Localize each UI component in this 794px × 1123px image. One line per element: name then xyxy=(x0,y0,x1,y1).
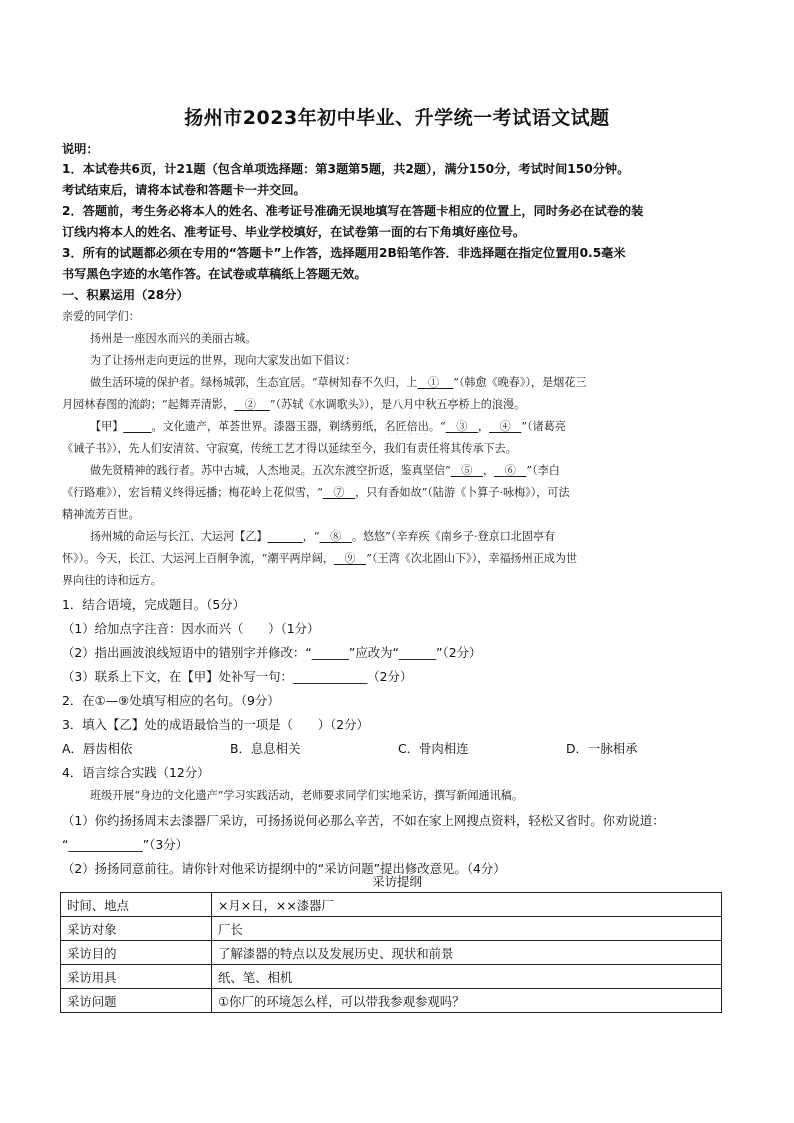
passage-p3-line1: 做生活环境的保护者。绿杨城郭，生态宜居。“草树知春不久归，上 ① ”（韩愈《晚春》），是烟花三 xyxy=(90,376,587,389)
blank-yi[interactable] xyxy=(268,530,303,543)
row-value: 了解漆器的特点以及发展历史、现状和前景 xyxy=(212,941,722,965)
passage-p5-line1: 做先贤精神的践行者。苏中古城，人杰地灵。五次东渡空折返，鉴真坚信“ ⑤ ， ⑥ ”（李白 xyxy=(90,464,560,477)
row-label: 时间、地点 xyxy=(61,893,212,917)
note-1b: 考试结束后，请将本试卷和答题卡一并交回。 xyxy=(62,183,306,197)
passage-greeting: 亲爱的同学们： xyxy=(62,310,140,323)
question-4: 4．语言综合实践（12分） xyxy=(62,765,210,780)
blank-2[interactable]: ② xyxy=(244,398,256,411)
blank-1[interactable]: ① xyxy=(428,376,440,389)
passage-p4-line2: 《诫子书》），先人们安清贫、守寂寞，传统工艺才得以延续至今，我们有责任将其传承下去。 xyxy=(62,442,517,455)
question-4-1a: （1）你约扬扬周末去漆器厂采访，可扬扬说何必那么辛苦，不如在家上网搜点资料，轻松又省时。你劝说道： xyxy=(62,813,665,828)
blank-9[interactable]: ⑨ xyxy=(344,552,356,565)
interview-outline-table xyxy=(60,892,722,1013)
note-2a: 2．答题前，考生务必将本人的姓名、准考证号准确无误地填写在答题卡相应的位置上，同时务必在试卷的装 xyxy=(62,204,644,218)
passage-p6-line2: 怀》）。今天，长江、大运河上百舸争流，“潮平两岸阔， ⑨ ”（王湾《次北固山下》），幸福扬州正成为世 xyxy=(62,552,578,565)
blank-7[interactable]: ⑦ xyxy=(333,486,345,499)
page-title: 扬州市2023年初中毕业、升学统一考试语文试题 xyxy=(184,107,610,129)
table-row xyxy=(61,989,722,1013)
note-3b: 书写黑色字迹的水笔作答。在试卷或草稿纸上答题无效。 xyxy=(62,267,367,281)
note-1a: 1．本试卷共6页，计21题（包含单项选择题：第3题第5题，共2题），满分150分，考试时间150分钟。 xyxy=(62,162,630,176)
note-3a: 3．所有的试题都必须在专用的“答题卡”上作答，选择题用2B铅笔作答．非选择题在指定位置用0.5毫米 xyxy=(62,246,626,260)
row-label: 采访目的 xyxy=(61,941,212,965)
blank-jia[interactable] xyxy=(123,420,151,433)
option-d[interactable]: D．一脉相承 xyxy=(566,741,638,756)
wavy-phrase: 名匠倍出 xyxy=(384,420,429,433)
question-1-3: （3）联系上下文，在【甲】处补写一句：____________（2分） xyxy=(62,669,413,684)
question-2: 2．在①—⑨处填写相应的名句。（9分） xyxy=(62,693,280,708)
passage-p5-line2: 《行路难》），宏旨精义终得远播；梅花岭上花似雪，“ ⑦ ，只有香如故”（陆游《卜算子·咏梅》），可法 xyxy=(62,486,570,499)
note-2b: 订线内将本人的姓名、准考证号、毕业学校填好，在试卷第一面的右下角填好座位号。 xyxy=(62,225,526,239)
outline-caption: 采访提纲 xyxy=(372,874,422,889)
row-label: 采访用具 xyxy=(61,965,212,989)
passage-p3-line2: 月园林春图的流韵；“起舞弄清影， ② ”（苏轼《水调歌头》），是八月中秋五亭桥上的浪漫。 xyxy=(62,398,526,411)
row-value: ×月×日，××漆器厂 xyxy=(212,893,722,917)
blank-5[interactable]: ⑤ xyxy=(461,464,473,477)
row-value: 厂长 xyxy=(212,917,722,941)
section-heading: 一、积累运用（28分） xyxy=(62,288,189,302)
table-row xyxy=(61,965,722,989)
table-row xyxy=(61,917,722,941)
question-3-options xyxy=(62,739,734,757)
passage-p2: 为了让扬州走向更远的世界，现向大家发出如下倡议： xyxy=(90,354,357,367)
row-value: ①你厂的环境怎么样，可以带我参观参观吗？ xyxy=(212,989,722,1013)
table-row xyxy=(61,941,722,965)
passage-p1: 扬州是一座因水而兴的美丽古城。 xyxy=(90,332,257,345)
question-4-intro: 班级开展“身边的文化遗产”学习实践活动，老师要求同学们实地采访，撰写新闻通讯稿。 xyxy=(90,789,523,802)
question-4-1b: “____________”（3分） xyxy=(62,837,189,852)
row-label: 采访对象 xyxy=(61,917,212,941)
question-3: 3．填入【乙】处的成语最恰当的一项是（ ）（2分） xyxy=(62,717,369,732)
passage-p4-line1: 【甲】 。文化遗产，革荟世界。漆器玉器，剃绣剪纸，名匠倍出。“ ③ ， ④ ”（诸葛亮 xyxy=(90,420,566,433)
row-label: 采访问题 xyxy=(61,989,212,1013)
blank-8[interactable]: ⑧ xyxy=(330,530,342,543)
option-b[interactable]: B．息息相关 xyxy=(230,741,301,756)
option-a[interactable]: A．唇齿相依 xyxy=(62,741,133,756)
option-c[interactable]: C．骨肉相连 xyxy=(398,741,469,756)
passage-p6-line1: 扬州城的命运与长江、大运河【乙】 ，“ ⑧ 。悠悠”（辛弃疾《南乡子·登京口北固亭有 xyxy=(90,530,556,543)
notes-heading: 说明： xyxy=(62,142,99,156)
row-value: 纸、笔、相机 xyxy=(212,965,722,989)
question-1-1: （1）给加点字注音：因水而兴（ ）（1分） xyxy=(62,621,320,636)
blank-3[interactable]: ③ xyxy=(456,420,468,433)
passage-p5-line3: 精神流芳百世。 xyxy=(62,508,140,521)
passage-p6-line3: 界向往的诗和远方。 xyxy=(62,574,162,587)
blank-4[interactable]: ④ xyxy=(499,420,511,433)
table-row xyxy=(61,893,722,917)
question-1: 1．结合语境，完成题目。（5分） xyxy=(62,597,246,612)
question-1-2: （2）指出画波浪线短语中的错别字并修改：“______”应改为“______”（2分） xyxy=(62,645,482,660)
blank-6[interactable]: ⑥ xyxy=(504,464,516,477)
question-4-2: （2）扬扬同意前往。请你针对他采访提纲中的“采访问题”提出修改意见。（4分） xyxy=(62,861,506,876)
